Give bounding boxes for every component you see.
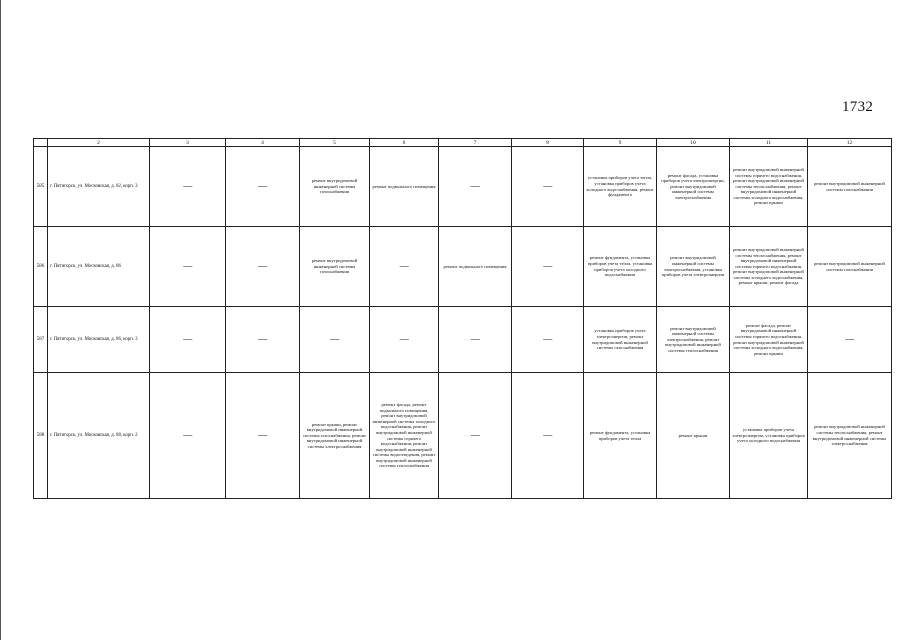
- table-cell: ремонт крыши: [657, 373, 730, 499]
- table-cell: [226, 147, 300, 227]
- table-row: [34, 227, 892, 307]
- dash-mark: —: [543, 334, 552, 344]
- table-row: [34, 307, 892, 373]
- column-number-cell: 5: [300, 139, 370, 147]
- table-cell: [300, 307, 370, 373]
- address-cell: г. Пятигорск, ул. Московская, д. 86, корп. 3: [48, 307, 150, 373]
- table-cell: ремонт фасада, установка приборов учета электроэнергии, ремонт внутридомовой инженерной системы электроснабжения: [657, 147, 730, 227]
- table-cell: ремонт внутридомовой инженерной системы горячего водоснабжения, ремонт внутридомовой инженерной системы теплоснабжения, ремонт внутридомовой инженерной системы холодного водоснабжения, ремонт крыши: [730, 147, 808, 227]
- column-number-cell: 7: [439, 139, 512, 147]
- column-number-cell: 4: [226, 139, 300, 147]
- table-cell: установка приборов учета тепла, установка приборов учета холодного водоснабжения, ремонт фундамента: [584, 147, 657, 227]
- column-number-cell: 8: [512, 139, 584, 147]
- table-cell: [439, 147, 512, 227]
- table-cell: [226, 227, 300, 307]
- table-cell: ремонт внутридомовой инженерной системы газоснабжения: [808, 227, 892, 307]
- address-cell: г. Пятигорск, ул. Московская, д. 82, корп. 3: [48, 147, 150, 227]
- table-cell: [150, 227, 226, 307]
- table-cell: установка приборов учета электроэнергии, ремонт внутридомовой инженерной системы газоснабжения: [584, 307, 657, 373]
- dash-mark: —: [258, 334, 267, 344]
- table-cell: [808, 307, 892, 373]
- dash-mark: —: [399, 261, 409, 271]
- column-number-cell: 11: [730, 139, 808, 147]
- row-number: 588: [34, 373, 48, 499]
- page-number: 1732: [842, 99, 874, 115]
- table-cell: [512, 307, 584, 373]
- column-number-cell: [34, 139, 48, 147]
- dash-mark: —: [183, 181, 192, 191]
- table-cell: [370, 307, 439, 373]
- table-cell: [512, 373, 584, 499]
- table-cell: [226, 373, 300, 499]
- table-cell: ремонт внутридомовой инженерной системы газоснабжения: [300, 227, 370, 307]
- table-cell: [512, 147, 584, 227]
- table-cell: [150, 307, 226, 373]
- table-cell: [226, 307, 300, 373]
- row-number: 585: [34, 147, 48, 227]
- table-cell: ремонт внутридомовой инженерной системы газоснабжения: [808, 147, 892, 227]
- column-number-cell: 12: [808, 139, 892, 147]
- address-cell: г. Пятигорск, ул. Московская, д. 88, корп. 2: [48, 373, 150, 499]
- table-cell: установка приборов учета электроэнергии, установка приборов учета холодного водоснабжения: [730, 373, 808, 499]
- dash-mark: —: [258, 181, 267, 191]
- page-edge-line: [0, 0, 1, 640]
- column-number-cell: 3: [150, 139, 226, 147]
- table-cell: [150, 373, 226, 499]
- dash-mark: —: [543, 261, 552, 271]
- column-number-row: [34, 139, 892, 147]
- dash-mark: —: [470, 430, 480, 440]
- row-number: 586: [34, 227, 48, 307]
- table-cell: ремонт крыши, ремонт внутридомовой инженерной системы газоснабжения, ремонт внутридомовой инженерной системы электроснабжения: [300, 373, 370, 499]
- row-number: 587: [34, 307, 48, 373]
- dash-mark: —: [258, 261, 267, 271]
- column-number-cell: 10: [657, 139, 730, 147]
- column-number-cell: 9: [584, 139, 657, 147]
- dash-mark: —: [470, 334, 480, 344]
- dash-mark: —: [183, 334, 192, 344]
- table-cell: ремонт внутридомовой инженерной системы газоснабжения: [300, 147, 370, 227]
- address-cell: г. Пятигорск, ул. Московская, д. 86: [48, 227, 150, 307]
- table-cell: ремонт фасада, ремонт подвального помещения, ремонт внутридомовой инженерной системы холодного водоснабжения, ремонт внутридомовой инженерной системы горячего водоснабжения, ремонт внутридомовой инженерной системы водоотведения, ремонт внутридомовой инженерной системы теплоснабжения: [370, 373, 439, 499]
- dash-mark: —: [543, 181, 552, 191]
- dash-mark: —: [330, 334, 339, 344]
- repair-register-table: [33, 138, 892, 499]
- dash-mark: —: [399, 334, 409, 344]
- dash-mark: —: [845, 334, 854, 344]
- table-cell: [439, 373, 512, 499]
- dash-mark: —: [258, 430, 267, 440]
- table-cell: [439, 307, 512, 373]
- table-row: [34, 147, 892, 227]
- dash-mark: —: [543, 430, 552, 440]
- table-cell: ремонт фасада, ремонт внутридомовой инженерной системы горячего водоснабжения, ремонт внутридомовой инженерной системы холодного водоснабжения, ремонт крыши: [730, 307, 808, 373]
- dash-mark: —: [183, 261, 192, 271]
- table-cell: ремонт фундамента, установка приборов учета тепла, установка приборов учета холодного водоснабжения: [584, 227, 657, 307]
- table-cell: ремонт подвального помещения: [439, 227, 512, 307]
- table-cell: [370, 227, 439, 307]
- table-cell: ремонт внутридомовой инженерной системы теплоснабжения, ремонт внутридомовой инженерной системы горячего водоснабжения, ремонт внутридомовой инженерной системы холодного водоснабжения, ремонт крыши, ремонт фасада: [730, 227, 808, 307]
- column-number-cell: 2: [48, 139, 150, 147]
- dash-mark: —: [470, 181, 480, 191]
- dash-mark: —: [183, 430, 192, 440]
- table-cell: ремонт внутридомовой инженерной системы теплоснабжения, ремонт внутридомовой инженерной системы электроснабжения: [808, 373, 892, 499]
- table-cell: ремонт внутридомовой инженерной системы электроснабжения, ремонт внутридомовой инженерной системы теплоснабжения: [657, 307, 730, 373]
- table-cell: ремонт внутридомовой инженерной системы электроснабжения, установка приборов учета электроэнергии: [657, 227, 730, 307]
- table-cell: ремонт подвального помещения: [370, 147, 439, 227]
- table-cell: [512, 227, 584, 307]
- table-cell: [150, 147, 226, 227]
- column-number-cell: 6: [370, 139, 439, 147]
- table-row: [34, 373, 892, 499]
- table-cell: ремонт фундамента, установка приборов учета тепла: [584, 373, 657, 499]
